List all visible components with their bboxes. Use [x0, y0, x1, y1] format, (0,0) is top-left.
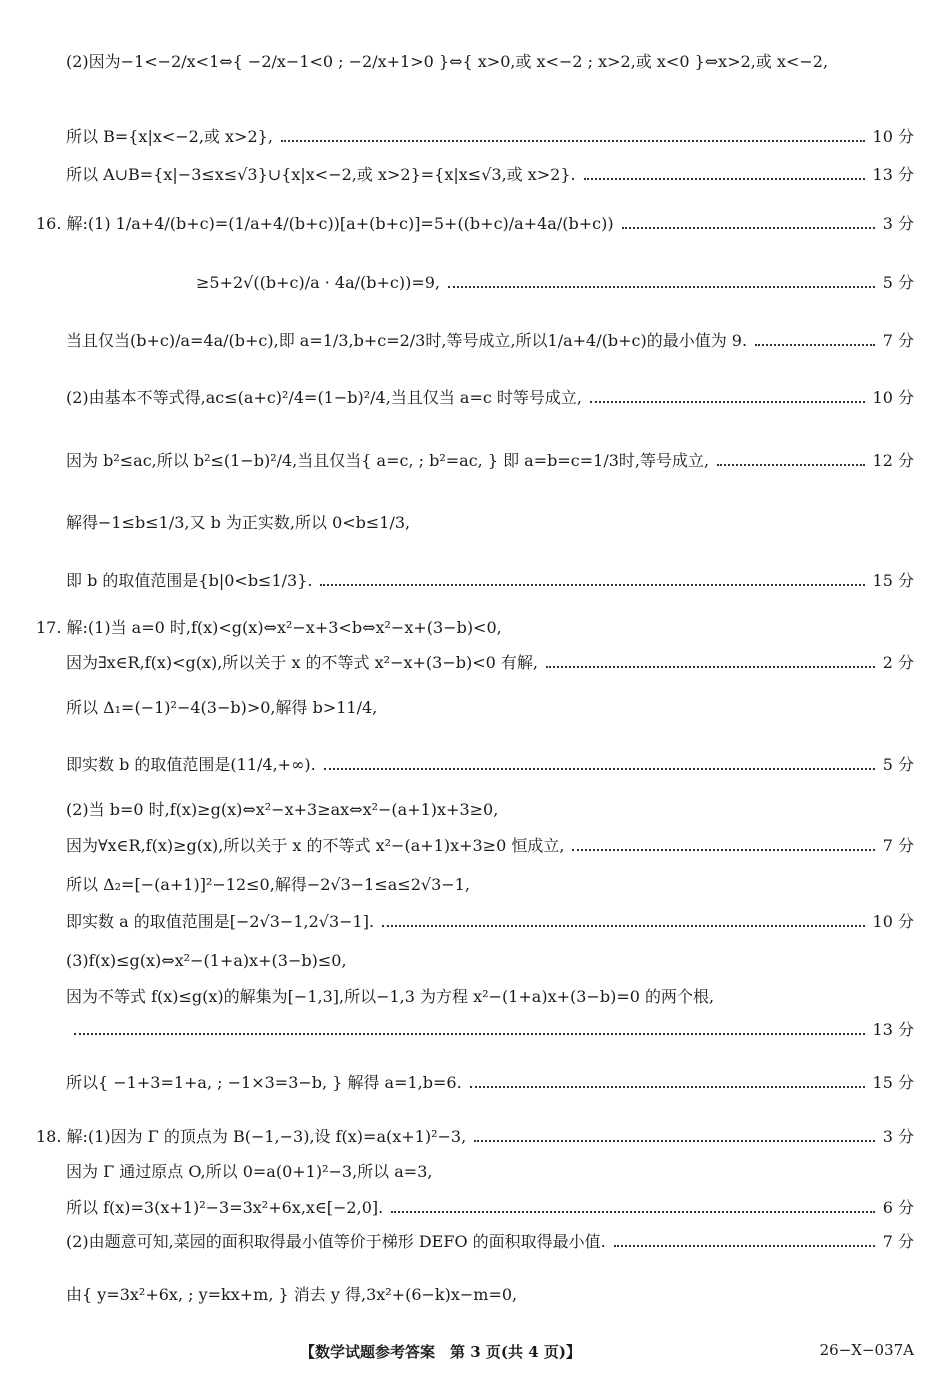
line-text: 所以 B={x|x<−2,或 x>2}, — [66, 127, 273, 146]
line-14 — [66, 755, 914, 775]
score-label: 7 分 — [882, 836, 914, 855]
line-12 — [66, 653, 914, 673]
score-label: 3 分 — [882, 1127, 914, 1146]
leader-dots — [546, 666, 875, 668]
leader-dots — [281, 140, 865, 142]
line-20 — [66, 987, 914, 1007]
score-label: 15 分 — [872, 1073, 914, 1092]
page-footer — [0, 1341, 950, 1365]
score-label: 15 分 — [872, 571, 914, 590]
score-label: 5 分 — [882, 273, 914, 292]
score-label: 3 分 — [882, 214, 914, 233]
leader-dots — [382, 925, 864, 927]
line-text: 因为 Γ 通过原点 O,所以 0=a(0+1)²−3,所以 a=3, — [66, 1162, 433, 1181]
line-text: ≥5+2√((b+c)/a · 4a/(b+c))=9, — [196, 273, 441, 292]
line-19 — [66, 951, 914, 971]
line-2 — [66, 127, 914, 147]
line-text: (2)由基本不等式得,ac≤(a+c)²/4=(1−b)²/4,当且仅当 a=c 时等号成立, — [66, 388, 582, 407]
line-17 — [66, 875, 914, 895]
line-text: 所以 f(x)=3(x+1)²−3=3x²+6x,x∈[−2,0]. — [66, 1198, 384, 1217]
line-text: (2)当 b=0 时,f(x)≥g(x)⇔x²−x+3≥ax⇔x²−(a+1)x+3≥0, — [66, 800, 499, 819]
score-label: 13 分 — [872, 165, 914, 184]
leader-dots — [584, 178, 865, 180]
leader-dots — [755, 344, 875, 346]
line-22 — [66, 1073, 914, 1093]
leader-dots — [448, 286, 875, 288]
line-16 — [66, 836, 914, 856]
line-text: 所以{ −1+3=1+a, ; −1×3=3−b, } 解得 a=1,b=6. — [66, 1073, 462, 1092]
line-4 — [36, 214, 914, 234]
score-label: 6 分 — [882, 1198, 914, 1217]
score-label: 7 分 — [882, 331, 914, 350]
leader-dots — [470, 1086, 865, 1088]
line-23 — [36, 1127, 914, 1147]
line-15 — [66, 800, 914, 820]
line-10 — [66, 571, 914, 591]
line-text: 因为 b²≤ac,所以 b²≤(1−b)²/4,当且仅当{ a=c, ; b²=ac, } 即 a=b=c=1/3时,等号成立, — [66, 451, 710, 470]
line-text: 解得−1≤b≤1/3,又 b 为正实数,所以 0<b≤1/3, — [66, 513, 411, 532]
line-text: 即 b 的取值范围是{b|0<b≤1/3}. — [66, 571, 313, 590]
line-text: 17. 解:(1)当 a=0 时,f(x)<g(x)⇔x²−x+3<b⇔x²−x+(3−b)<0, — [36, 618, 502, 637]
score-label: 10 分 — [872, 388, 914, 407]
line-1 — [66, 52, 914, 72]
line-text: 所以 Δ₁=(−1)²−4(3−b)>0,解得 b>11/4, — [66, 698, 378, 717]
leader-dots — [622, 227, 875, 229]
leader-dots — [391, 1211, 875, 1213]
leader-dots — [614, 1245, 875, 1247]
line-9 — [66, 513, 914, 533]
score-label: 7 分 — [882, 1232, 914, 1251]
score-label: 10 分 — [872, 127, 914, 146]
line-7 — [66, 388, 914, 408]
leader-dots — [320, 584, 864, 586]
leader-dots — [474, 1140, 875, 1142]
line-text: (2)因为−1<−2/x<1⇔{ −2/x−1<0 ; −2/x+1>0 }⇔{ x>0,或 x<−2 ; x>2,或 x<0 }⇔x>2,或 x<−2, — [66, 52, 829, 71]
line-26 — [66, 1232, 914, 1252]
line-text: (3)f(x)≤g(x)⇔x²−(1+a)x+(3−b)≤0, — [66, 951, 347, 970]
leader-dots — [717, 464, 864, 466]
score-label: 2 分 — [882, 653, 914, 672]
line-8 — [66, 451, 914, 471]
line-text: 18. 解:(1)因为 Γ 的顶点为 B(−1,−3),设 f(x)=a(x+1)²−3, — [36, 1127, 467, 1146]
line-text: 因为不等式 f(x)≤g(x)的解集为[−1,3],所以−1,3 为方程 x²−(1+a)x+(3−b)=0 的两个根, — [66, 987, 715, 1006]
footer-code: 26−X−037A — [819, 1341, 914, 1359]
line-5 — [196, 273, 914, 293]
leader-dots — [324, 768, 875, 770]
line-text: 所以 A∪B={x|−3≤x≤√3}∪{x|x<−2,或 x>2}={x|x≤√3,或 x>2}. — [66, 165, 576, 184]
line-11 — [36, 618, 914, 638]
line-6 — [66, 331, 914, 351]
line-text: (2)由题意可知,菜园的面积取得最小值等价于梯形 DEFO 的面积取得最小值. — [66, 1232, 606, 1251]
line-text: 当且仅当(b+c)/a=4a/(b+c),即 a=1/3,b+c=2/3时,等号成立,所以1/a+4/(b+c)的最小值为 9. — [66, 331, 748, 350]
leader-dots — [572, 849, 874, 851]
line-text: 因为∃x∈R,f(x)<g(x),所以关于 x 的不等式 x²−x+(3−b)<0 有解, — [66, 653, 538, 672]
score-label: 12 分 — [872, 451, 914, 470]
line-text: 由{ y=3x²+6x, ; y=kx+m, } 消去 y 得,3x²+(6−k)x−m=0, — [66, 1285, 518, 1304]
leader-dots — [74, 1033, 865, 1035]
line-13 — [66, 698, 914, 718]
line-text: 所以 Δ₂=[−(a+1)]²−12≤0,解得−2√3−1≤a≤2√3−1, — [66, 875, 470, 894]
line-27 — [66, 1285, 914, 1305]
line-21 — [66, 1020, 914, 1040]
line-25 — [66, 1198, 914, 1218]
line-3 — [66, 165, 914, 185]
line-text: 16. 解:(1) 1/a+4/(b+c)=(1/a+4/(b+c))[a+(b+c)]=5+((b+c)/a+4a/(b+c)) — [36, 214, 614, 233]
score-label: 10 分 — [872, 912, 914, 931]
line-text: 即实数 b 的取值范围是(11/4,+∞). — [66, 755, 316, 774]
score-label: 5 分 — [882, 755, 914, 774]
line-text: 因为∀x∈R,f(x)≥g(x),所以关于 x 的不等式 x²−(a+1)x+3≥0 恒成立, — [66, 836, 565, 855]
line-24 — [66, 1162, 914, 1182]
leader-dots — [590, 401, 865, 403]
footer-title: 【数学试题参考答案 第 3 页(共 4 页)】 — [300, 1343, 581, 1361]
line-18 — [66, 912, 914, 932]
score-label: 13 分 — [872, 1020, 914, 1039]
line-text: 即实数 a 的取值范围是[−2√3−1,2√3−1]. — [66, 912, 375, 931]
